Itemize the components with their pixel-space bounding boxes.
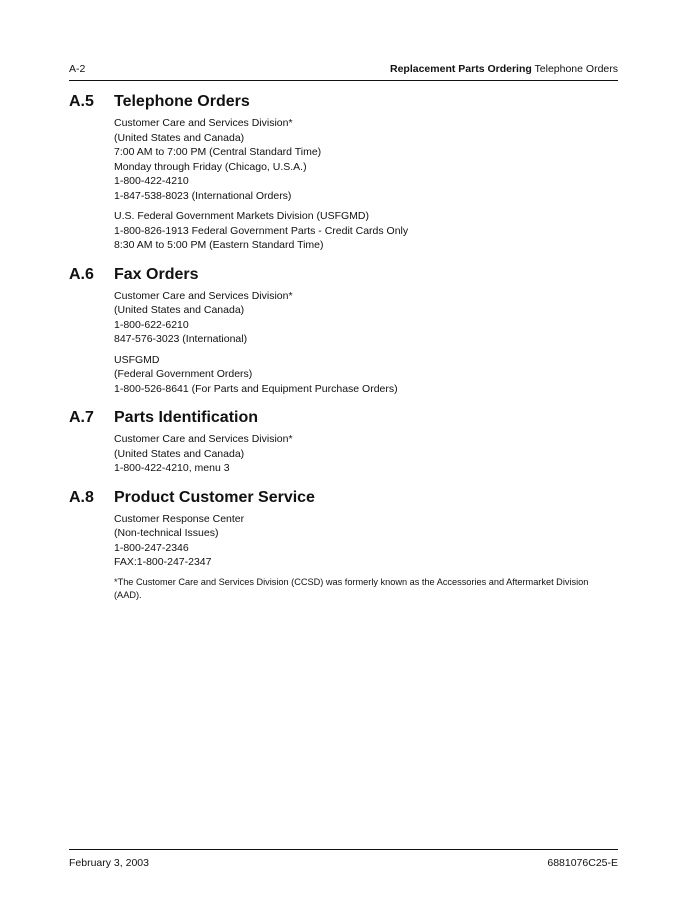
footer-document-number: 6881076C25-E xyxy=(547,857,618,869)
header-rule xyxy=(69,80,618,81)
contact-block xyxy=(114,116,618,203)
running-title-rest: Telephone Orders xyxy=(531,63,618,75)
section-heading xyxy=(69,407,618,429)
header-page-number: A-2 xyxy=(69,63,86,75)
section-title: Product Customer Service xyxy=(114,488,315,506)
section-a-6 xyxy=(69,264,618,397)
contact-line: 1-800-247-2346 xyxy=(114,541,189,554)
contact-line: 8:30 AM to 5:00 PM (Eastern Standard Time) xyxy=(114,239,324,251)
section-number: A.6 xyxy=(69,265,94,283)
section-heading xyxy=(69,91,618,113)
footer-date: February 3, 2003 xyxy=(69,857,149,869)
contact-line: 1-800-622-6210 xyxy=(114,318,189,331)
section-a-8 xyxy=(69,487,618,602)
section-a-7 xyxy=(69,407,618,476)
contact-line: (United States and Canada) xyxy=(114,131,245,144)
section-heading xyxy=(69,487,618,509)
contact-line: (United States and Canada) xyxy=(114,447,245,460)
section-number: A.5 xyxy=(69,93,94,110)
contact-line: Customer Response Center xyxy=(114,512,245,525)
contact-line: U.S. Federal Government Markets Division (USFGMD) xyxy=(114,210,369,222)
page-content xyxy=(69,91,618,613)
contact-block xyxy=(114,209,618,253)
footer-rule xyxy=(69,849,618,850)
section-number: A.8 xyxy=(69,488,94,506)
contact-line: Customer Care and Services Division* xyxy=(114,117,293,129)
contact-line: 847-576-3023 (International) xyxy=(114,333,248,345)
section-heading xyxy=(69,264,618,286)
contact-line: (Non-technical Issues) xyxy=(114,527,219,539)
contact-line: 1-800-526-8641 (For Parts and Equipment Purchase Orders) xyxy=(114,382,398,395)
contact-line: Customer Care and Services Division* xyxy=(114,433,293,445)
contact-line: Monday through Friday (Chicago, U.S.A.) xyxy=(114,160,307,173)
contact-line: 7:00 AM to 7:00 PM (Central Standard Time) xyxy=(114,146,322,158)
header-running-title xyxy=(390,61,618,77)
contact-line: (United States and Canada) xyxy=(114,304,245,316)
contact-block xyxy=(114,353,618,397)
contact-line: Customer Care and Services Division* xyxy=(114,289,293,302)
section-title: Telephone Orders xyxy=(114,93,250,110)
running-title-bold: Replacement Parts Ordering xyxy=(390,63,532,75)
footnote: *The Customer Care and Services Division (CCSD) was formerly known as the Accessories and Aftermarket Division (AAD). xyxy=(114,576,589,600)
contact-line: 1-800-422-4210, menu 3 xyxy=(114,462,230,474)
contact-line: 1-847-538-8023 (International Orders) xyxy=(114,189,292,202)
page-footer xyxy=(69,855,618,871)
section-number: A.7 xyxy=(69,409,94,426)
contact-line: (Federal Government Orders) xyxy=(114,368,253,380)
contact-block xyxy=(114,432,618,476)
contact-block xyxy=(114,512,618,570)
contact-line: USFGMD xyxy=(114,353,160,366)
section-title: Parts Identification xyxy=(114,409,259,426)
contact-line: FAX:1-800-247-2347 xyxy=(114,556,212,568)
contact-line: 1-800-422-4210 xyxy=(114,175,189,187)
section-a-5 xyxy=(69,91,618,253)
page-header xyxy=(69,61,618,77)
contact-block xyxy=(114,289,618,347)
contact-line: 1-800-826-1913 Federal Government Parts - Credit Cards Only xyxy=(114,224,409,237)
section-title: Fax Orders xyxy=(114,265,199,283)
